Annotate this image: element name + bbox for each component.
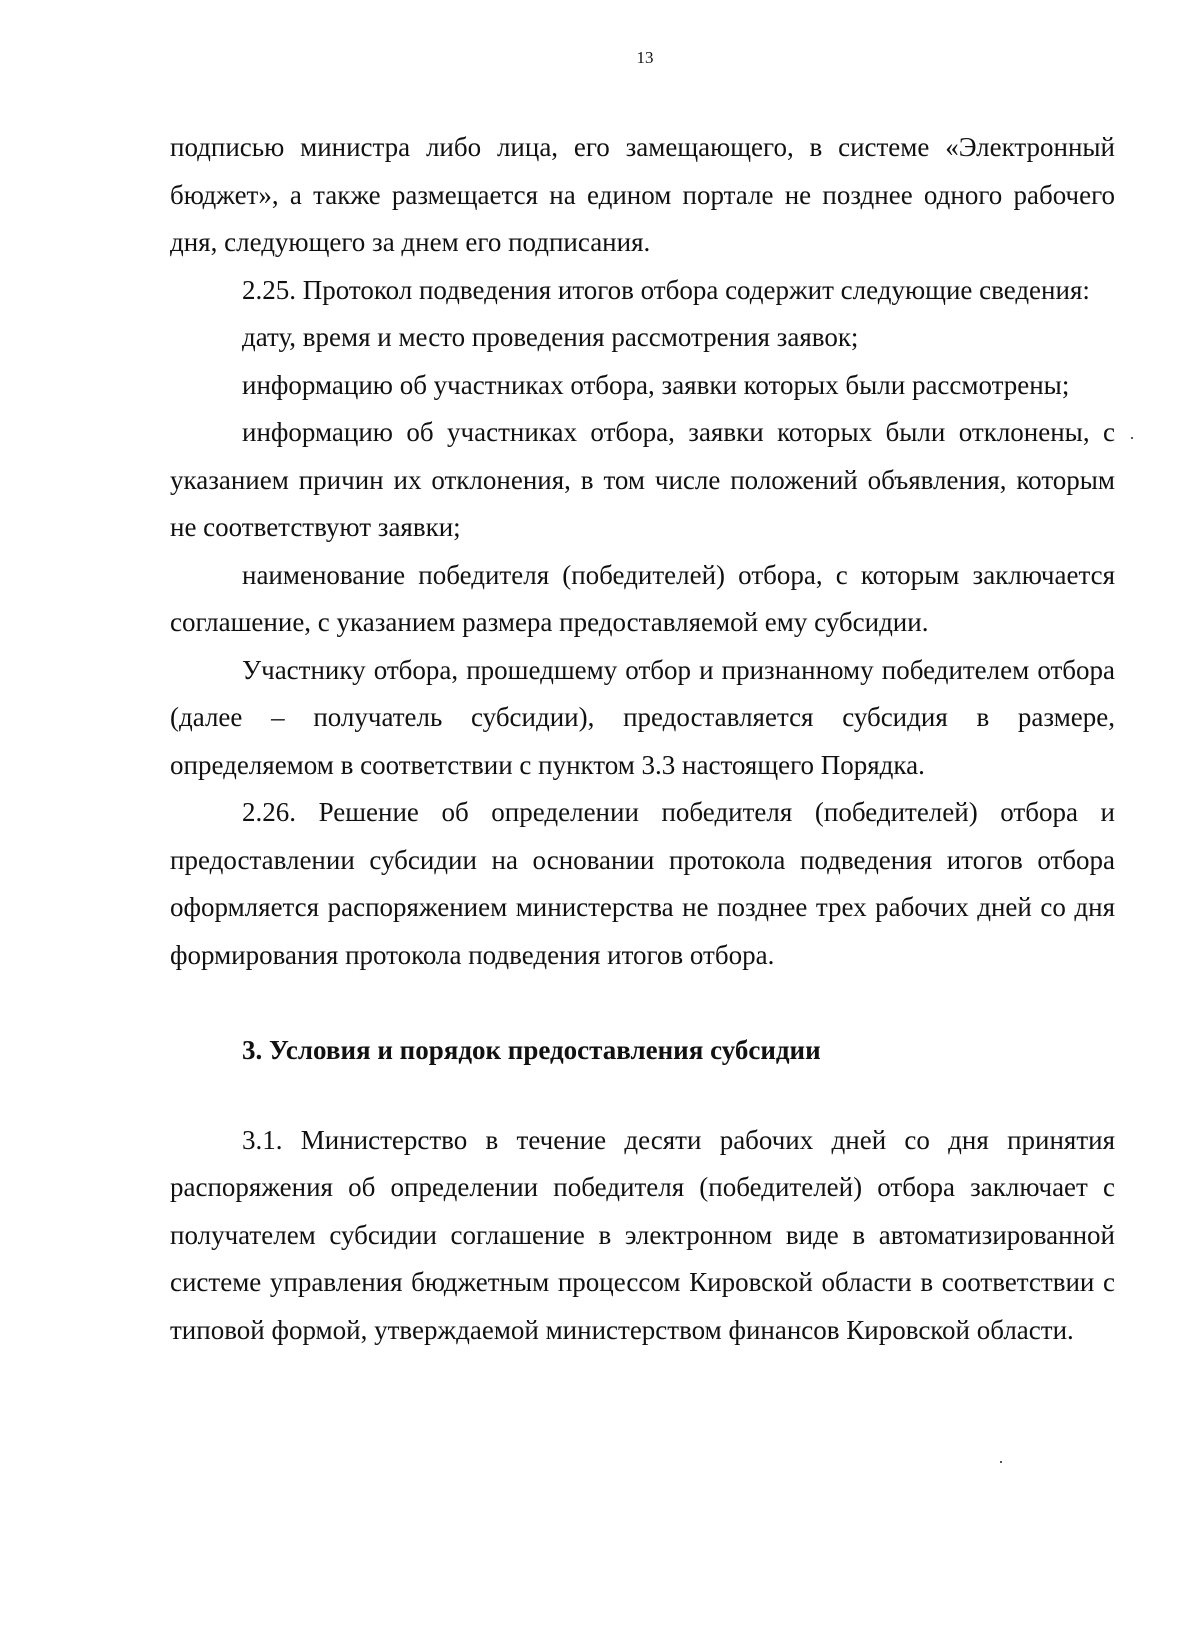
document-body xyxy=(170,124,1115,1354)
paragraph-2-26: 2.26. Решение об определении победителя (победителей) отбора и предоставлении субсидии на основании протокола подведения итогов отбора оформляется распоряжением министерства не позднее трех рабочих дней со дня формирования протокола подведения итогов отбора. xyxy=(170,797,1115,970)
scan-speck xyxy=(1131,437,1133,439)
page-number: 13 xyxy=(636,48,654,67)
list-item-winner: наименование победителя (победителей) отбора, с которым заключается соглашение, с указанием размера предоставляемой ему субсидии. xyxy=(170,559,1115,637)
scan-speck xyxy=(1000,1461,1002,1463)
paragraph-continuation: подписью министра либо лица, его замещающего, в системе «Электронный бюджет», а также размещается на едином портале не позднее одного рабочего дня, следующего за днем его подписания. xyxy=(170,132,1115,257)
list-item-date-time: дату, время и место проведения рассмотрения заявок; xyxy=(242,322,859,352)
list-item-rejected: информацию об участниках отбора, заявки которых были отклонены, с указанием причин их отклонения, в том числе положений объявления, которым не соответствуют заявки; xyxy=(170,417,1115,542)
paragraph-recipient: Участнику отбора, прошедшему отбор и признанному победителем отбора (далее – получатель субсидии), предоставляется субсидия в размере, определяемом в соответствии с пунктом 3.3 настоящего Порядка. xyxy=(170,654,1115,780)
paragraph-2-25: 2.25. Протокол подведения итогов отбора содержит следующие сведения: xyxy=(242,274,1090,305)
section-heading: 3. Условия и порядок предоставления субсидии xyxy=(242,1035,821,1065)
list-item-considered: информацию об участниках отбора, заявки которых были рассмотрены; xyxy=(242,369,1070,400)
paragraph-3-1: 3.1. Министерство в течение десяти рабочих дней со дня принятия распоряжения об определении победителя (победителей) отбора заключает с получателем субсидии соглашение в электронном виде в автоматизированной системе управления бюджетным процессом Кировской области в соответствии с типовой формой, утверждаемой министерством финансов Кировской области. xyxy=(170,1124,1115,1345)
